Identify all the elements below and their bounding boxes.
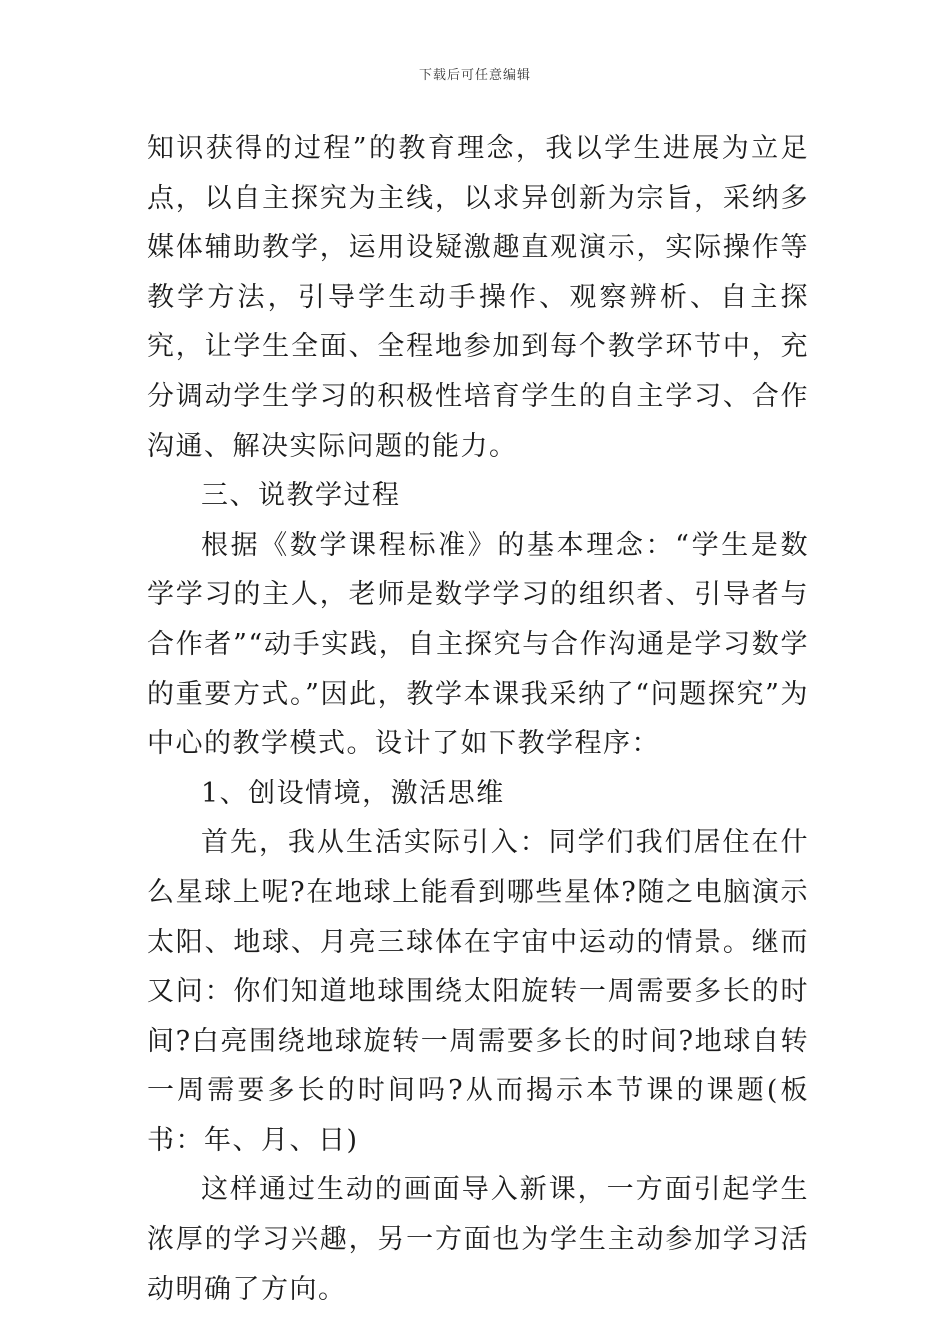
paragraph-introduction: 首先，我从生活实际引入：同学们我们居住在什么星球上呢?在地球上能看到哪些星体?随之电脑演示太阳、地球、月亮三球体在宇宙中运动的情景。继而又问：你们知道地球围绕太阳旋转一周需要多长的时间?白亮围绕地球旋转一周需要多长的时间?地球自转一周需要多长的时间吗?从而揭示本节课的课题(板书：年、月、日) xyxy=(147,827,809,1156)
paragraph-summary: 这样通过生动的画面导入新课，一方面引起学生浓厚的学习兴趣，另一方面也为学生主动参加学习活动明确了方向。 xyxy=(147,1174,809,1305)
section-heading-teaching-process: 三、说教学过程 xyxy=(201,480,401,512)
page-header: 下载后可任意编辑 xyxy=(418,68,531,83)
paragraph-teaching-philosophy: 知识获得的过程”的教育理念，我以学生进展为立足点，以自主探究为主线，以求异创新为宗旨，采纳多媒体辅助教学，运用设疑激趣直观演示，实际操作等教学方法，引导学生动手操作、观察辨析、自主探究，让学生全面、全程地参加到每个教学环节中，充分调动学生学习的积极性培育学生的自主学习、合作沟通、解决实际问题的能力。 xyxy=(147,133,809,462)
paragraph-curriculum-standards: 根据《数学课程标准》的基本理念：“学生是数学学习的主人，老师是数学学习的组织者、引导者与合作者”“动手实践，自主探究与合作沟通是学习数学的重要方式。”因此，教学本课我采纳了“问题探究”为中心的教学模式。设计了如下教学程序： xyxy=(147,529,809,760)
document-body xyxy=(147,124,809,1314)
subheading-create-situation: 1、创设情境，激活思维 xyxy=(201,777,505,809)
